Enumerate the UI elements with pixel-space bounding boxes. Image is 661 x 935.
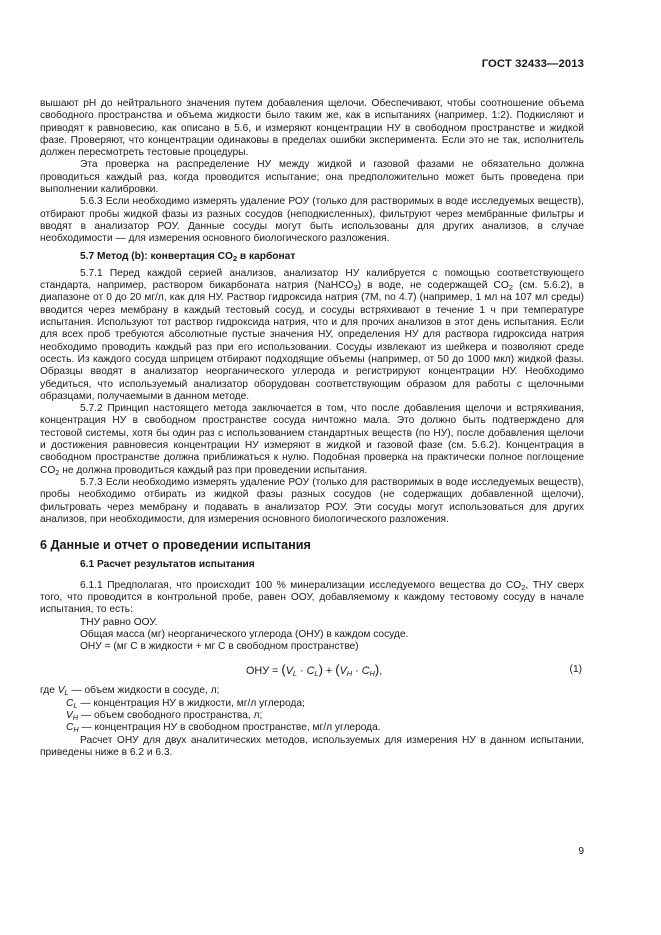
line-total: Общая масса (мг) неорганического углерода (ОНУ) в каждом сосуде. bbox=[80, 628, 409, 640]
subscript: 3 bbox=[353, 283, 358, 293]
formula-1 bbox=[40, 661, 584, 681]
subscript: L bbox=[73, 700, 78, 710]
subscript: 2 bbox=[55, 467, 60, 477]
paragraph-6-1-1 bbox=[40, 580, 584, 617]
text-run: , ТНУ сверх того, что проводится в контрольной пробе, равен ООУ, добавляемому к каждому тестовому сосуду в начале испытания, то есть: bbox=[40, 579, 585, 616]
paragraph-5-7-2 bbox=[40, 403, 584, 477]
punctuation: , bbox=[379, 665, 383, 678]
heading-section-6: 6 Данные и отчет о проведении испытания bbox=[40, 538, 311, 553]
where-line bbox=[40, 685, 584, 697]
formula-expression bbox=[246, 664, 382, 677]
subscript: H bbox=[73, 725, 79, 735]
where-line bbox=[40, 710, 584, 722]
subscript: L bbox=[292, 669, 298, 679]
where-prefix: где bbox=[40, 685, 58, 697]
paragraph-check: Эта проверка на распределение НУ между жидкой и газовой фазами не обязательно должна проводиться каждый раз, когда проводится испытание; она предположительно может быть проведена при выполнении калибровки. bbox=[40, 159, 584, 196]
heading-5-7 bbox=[40, 251, 584, 263]
subscript: H bbox=[369, 669, 375, 679]
operator: · bbox=[297, 665, 307, 678]
operator: + bbox=[322, 665, 336, 678]
formula-number: (1) bbox=[569, 664, 582, 676]
page-body bbox=[40, 98, 584, 759]
symbol: V bbox=[339, 665, 347, 678]
text-run: ) в воде, не содержащей CO bbox=[357, 280, 509, 292]
symbol: V bbox=[285, 665, 293, 678]
heading-5-7-post: в карбонат bbox=[237, 250, 296, 262]
text-run: 5.7.2 Принцип настоящего метода заключается в том, что после добавления щелочи и встряхивания, концентрация НУ в свободном пространстве сосуда ничтожно мала. Это должно быть подтверждено для тестовой системы, хотя бы один раз с использованием стандартных веществ (по НУ), после добавления щелочи и достижения равновесия концентрации НУ измеряют в жидкой и газовой фазе (см. 5.6.2). Концентрация в свободном пространстве должна приближаться к нулю. Подобная проверка на практически полное поглощение CO bbox=[40, 403, 584, 476]
text-run: (см. 5.6.2), в диапазоне от 0 до 20 мг/л, как для НУ. Раствор гидроксида натрия (7M, no 4.7) (например, 1 мл на 107 мл среды) вводится через мембрану в каждый тестовый сосуд, и сосуды встряхивают в течение 1 ч при температуре испытания. Используют тот раствор гидроксида натрия, что и для прочих анализов в этот день испытания. Если для всех проб требуются абсолютные пустые значения НУ, определения НУ для раствора гидроксида натрия необходимо проводить каждый раз при его использовании. Сосуды извлекают из шейкера и позволяют среде осесть. Из каждого сосуда шприцем отбирают подходящие объемы (например, от 50 до 1000 мкл) жидкой фазы. Образцы вводят в анализатор неорганического углерода и регистрируют концентрации НУ. Необходимо убедиться, что используемый анализатор оборудован соответствующим образом для работы с щелочными образцами, получаемыми в данном методе. bbox=[40, 280, 584, 402]
where-line bbox=[40, 722, 584, 734]
formula-lhs: ОНУ = bbox=[246, 665, 282, 678]
subscript: L bbox=[64, 688, 69, 698]
subscript: 2 bbox=[521, 582, 526, 592]
subscript: H bbox=[346, 669, 353, 679]
subscript: 2 bbox=[508, 283, 513, 293]
paren: ( bbox=[335, 662, 340, 678]
subscript: L bbox=[314, 669, 319, 679]
page-number: 9 bbox=[578, 846, 584, 857]
paragraph-continuation: вышают pH до нейтрального значения путем добавления щелочи. Обеспечивают, чтобы соотношение объема свободного пространства и объема жидкости было таким же, как в испытаниях (например, 1:2). Подкисляют и приводят к равновесию, как описано в 5.6, и измеряют концентрации НУ в свободном пространстве и жидкой фазе. Проверяют, что концентрации одинаковы в пределах ошибки эксперимента. Если это не так, исполнитель должен пересмотреть тестовые процедуры. bbox=[40, 98, 584, 159]
paragraph-5-7-1 bbox=[40, 268, 584, 403]
subscript: H bbox=[72, 713, 79, 723]
where-text: — объем жидкости в сосуде, л; bbox=[68, 685, 220, 697]
text-run: не должна проводиться каждый раз при проведении испытания. bbox=[59, 464, 368, 476]
symbol: C bbox=[66, 697, 74, 709]
paren: ( bbox=[281, 662, 286, 678]
symbol: C bbox=[306, 665, 315, 678]
document-code: ГОСТ 32433—2013 bbox=[481, 58, 584, 70]
heading-5-7-pre: 5.7 Метод (b): конвертация CO bbox=[80, 250, 233, 262]
symbol: V bbox=[66, 710, 73, 722]
where-text: — концентрация НУ в жидкости, мг/л углерода; bbox=[77, 697, 305, 709]
where-text: — концентрация НУ в свободном пространстве, мг/л углерода. bbox=[78, 722, 381, 734]
text-run: 5.7.1 Перед каждой серией анализов, анализатор НУ калибруется с помощью соответствующего стандарта, например, раствором бикарбоната натрия (NaHCO bbox=[40, 267, 584, 292]
text-run: 6.1.1 Предполагая, что происходит 100 % минерализации исследуемого вещества до CO bbox=[80, 579, 522, 591]
where-line bbox=[40, 698, 584, 710]
operator: · bbox=[352, 665, 362, 678]
symbol: V bbox=[57, 685, 65, 697]
paragraph-5-7-3: 5.7.3 Если необходимо измерять удаление РОУ (только для растворимых в воде исследуемых веществ), пробы необходимо отбирать из жидкой фазы разных сосудов (не содержащих добавленной щелочи), фильтровать через мембрану и подавать в анализатор РОУ. Эти сосуды могут использоваться для других анализов, при необходимости, для измерения основного биологического разложения. bbox=[40, 476, 584, 525]
symbol: C bbox=[66, 722, 74, 734]
symbol: C bbox=[361, 665, 370, 678]
paragraph-5-6-3: 5.6.3 Если необходимо измерять удаление РОУ (только для растворимых в воде исследуемых веществ), отбирают пробы жидкой фазы из разных сосудов (неподкисленных), фильтруют через мембранные фильтры и вводят в анализатор РОУ. Данные сосуды могут быть использованы для других анализов, в случае необходимости — для измерения основного биологического разложения. bbox=[40, 196, 584, 245]
paragraph-final: Расчет ОНУ для двух аналитических методов, используемых для измерения НУ в данном испытании, приведены ниже в 6.2 и 6.3. bbox=[40, 734, 584, 758]
line-tnu: ТНУ равно ООУ. bbox=[80, 616, 158, 628]
paren: ) bbox=[374, 662, 380, 678]
where-text: — объем свободного пространства, л; bbox=[78, 710, 263, 722]
heading-6-1: 6.1 Расчет результатов испытания bbox=[80, 559, 255, 571]
line-onu: ОНУ = (мг С в жидкости + мг С в свободном пространстве) bbox=[80, 641, 359, 653]
heading-5-7-sub: 2 bbox=[232, 253, 238, 263]
paren: ) bbox=[318, 662, 323, 678]
